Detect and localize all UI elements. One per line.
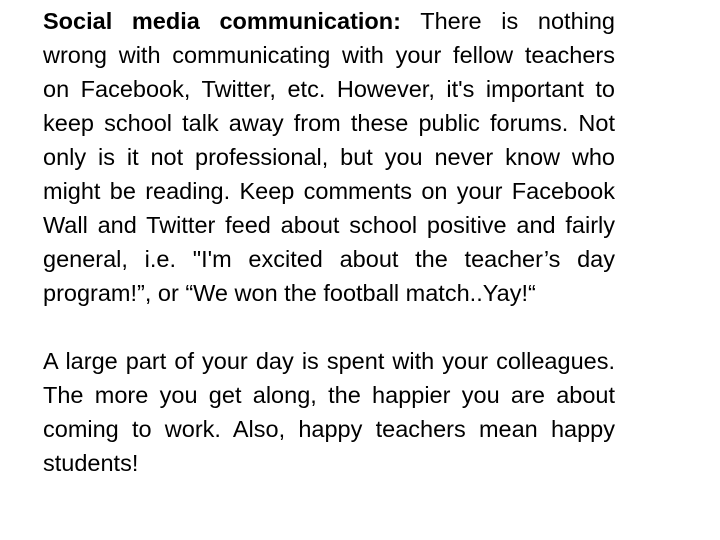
slide-body — [43, 4, 615, 480]
colleagues-paragraph: A large part of your day is spent with your colleagues. The more you get along, the happier you are about coming to work. Also, happy teachers mean happy students! — [43, 348, 615, 476]
social-media-heading: Social media communication: — [43, 8, 401, 34]
social-media-text: There is nothing wrong with communicating with your fellow teachers on Facebook, Twitter, etc. However, it's important to keep school talk away from these public forums. Not only is it not professional, but you never know who might be reading. Keep comments on your Facebook Wall and Twitter feed about school positive and fairly general, i.e. "I'm excited about the teacher’s day program!”, or “We won the football match..Yay!“ — [43, 8, 616, 306]
social-media-paragraph — [43, 4, 615, 310]
